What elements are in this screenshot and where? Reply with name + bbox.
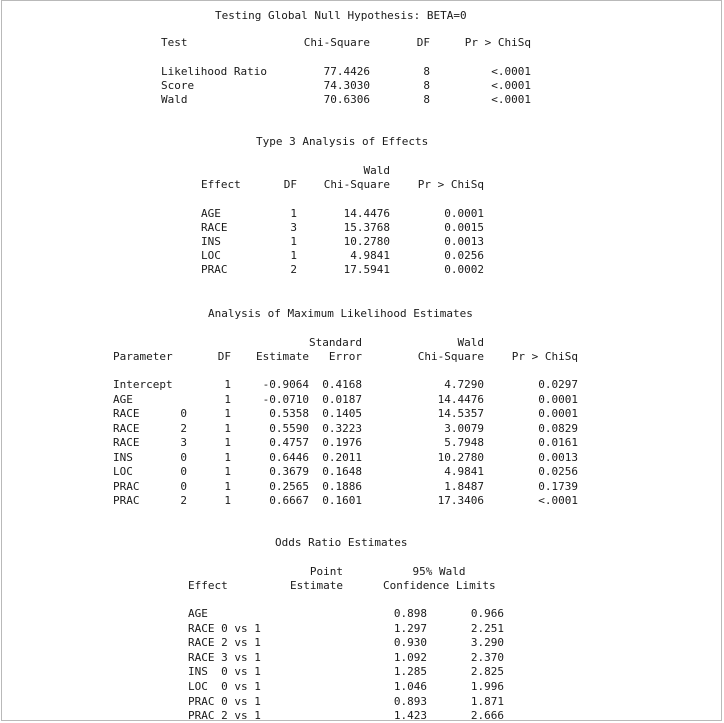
type3-row-effect: PRAC [201, 263, 228, 276]
odds-row-upper: 1.871 [470, 694, 504, 708]
mle-row-chisq: 4.7290 [444, 378, 484, 391]
null-hypothesis-title: Testing Global Null Hypothesis: BETA=0 [215, 9, 467, 22]
type3-row-p: 0.0001 [444, 207, 484, 220]
mle-header-parameter: Parameter [113, 350, 173, 363]
mle-row-level: 0 [180, 465, 187, 478]
mle-row-se: 0.1886 [322, 479, 362, 493]
odds-row-lower: 1.423 [393, 709, 427, 723]
mle-row-p: <.0001 [538, 494, 578, 507]
odds-row-effect: RACE 0 vs 1 [188, 621, 261, 635]
odds-row-effect: RACE 3 vs 1 [188, 650, 261, 664]
type3-row-chisq: 4.9841 [350, 249, 390, 262]
null-row-chisq: 74.3030 [323, 79, 370, 92]
mle-row-chisq: 3.0079 [444, 421, 484, 435]
odds-header-limits: Confidence Limits [383, 579, 496, 592]
null-row-test: Wald [161, 93, 188, 106]
mle-row-se: 0.3223 [322, 421, 362, 435]
mle-row-estimate: -0.0710 [262, 392, 309, 406]
mle-header-p: Pr > ChiSq [511, 350, 578, 363]
type3-title: Type 3 Analysis of Effects [256, 135, 429, 148]
mle-header-estimate: Estimate [256, 350, 309, 363]
odds-row-upper: 2.666 [470, 709, 504, 723]
null-row-df: 8 [423, 79, 430, 92]
mle-row-parameter: AGE [113, 392, 133, 406]
type3-row-chisq: 10.2780 [343, 235, 390, 248]
odds-row-effect: AGE [188, 607, 208, 620]
mle-row-df: 1 [224, 465, 231, 478]
odds-row-effect: PRAC 2 vs 1 [188, 709, 261, 723]
mle-header-wald: Wald [457, 336, 484, 349]
odds-row-lower: 0.930 [393, 636, 427, 650]
mle-row-level: 2 [180, 494, 187, 507]
mle-row-estimate: 0.6446 [269, 450, 309, 464]
type3-header-wald: Wald [363, 164, 390, 177]
type3-row-chisq: 14.4476 [343, 207, 390, 220]
type3-row-p: 0.0015 [444, 221, 484, 234]
mle-row-df: 1 [224, 479, 231, 493]
odds-row-effect: RACE 2 vs 1 [188, 636, 261, 650]
odds-row-lower: 1.285 [393, 665, 427, 679]
mle-row-p: 0.0297 [538, 378, 578, 391]
null-header-p: Pr > ChiSq [464, 36, 531, 49]
odds-row-effect: LOC 0 vs 1 [188, 680, 261, 693]
odds-row-effect: INS 0 vs 1 [188, 665, 261, 679]
mle-row-p: 0.0013 [538, 450, 578, 464]
odds-row-upper: 0.966 [470, 607, 504, 620]
mle-row-df: 1 [224, 378, 231, 391]
mle-row-se: 0.2011 [322, 450, 362, 464]
odds-row-upper: 2.825 [470, 665, 504, 679]
mle-row-parameter: RACE [113, 436, 140, 449]
mle-row-parameter: PRAC [113, 479, 140, 493]
mle-row-se: 0.1405 [322, 407, 362, 420]
type3-row-df: 1 [290, 235, 297, 248]
null-row-p: <.0001 [491, 65, 531, 78]
mle-row-parameter: RACE [113, 421, 140, 435]
mle-row-se: 0.1648 [322, 465, 362, 478]
type3-header-df: DF [283, 178, 297, 191]
odds-header-wald95: 95% Wald [412, 565, 466, 578]
mle-row-se: 0.1601 [322, 494, 362, 507]
mle-row-df: 1 [224, 436, 231, 449]
mle-header-standard: Standard [309, 336, 362, 349]
mle-row-parameter: RACE [113, 407, 140, 420]
mle-row-estimate: -0.9064 [262, 378, 309, 391]
null-row-p: <.0001 [491, 79, 531, 92]
odds-row-upper: 1.996 [470, 680, 504, 693]
odds-row-upper: 2.251 [470, 621, 504, 635]
type3-row-effect: AGE [201, 207, 221, 220]
type3-row-df: 1 [290, 207, 297, 220]
type3-row-p: 0.0002 [444, 263, 484, 276]
mle-row-p: 0.0256 [538, 465, 578, 478]
odds-row-lower: 1.297 [393, 621, 427, 635]
odds-title: Odds Ratio Estimates [275, 536, 408, 549]
type3-header-effect: Effect [201, 178, 241, 191]
mle-row-p: 0.0001 [538, 407, 578, 420]
mle-row-parameter: INS [113, 450, 133, 464]
mle-row-p: 0.0829 [538, 421, 578, 435]
null-row-test: Score [161, 79, 195, 92]
mle-row-df: 1 [224, 407, 231, 420]
mle-row-df: 1 [224, 450, 231, 464]
null-row-chisq: 77.4426 [323, 65, 370, 78]
type3-row-df: 1 [290, 249, 297, 262]
mle-row-chisq: 10.2780 [437, 450, 484, 464]
null-row-df: 8 [423, 65, 430, 78]
odds-row-upper: 2.370 [470, 650, 504, 664]
mle-row-se: 0.1976 [322, 436, 362, 449]
mle-row-level: 2 [180, 421, 187, 435]
mle-row-p: 0.0001 [538, 392, 578, 406]
mle-row-estimate: 0.3679 [269, 465, 309, 478]
null-row-test: Likelihood Ratio [161, 65, 267, 78]
odds-header-effect: Effect [188, 579, 228, 592]
mle-row-df: 1 [224, 494, 231, 507]
mle-row-chisq: 1.8487 [444, 479, 484, 493]
mle-row-level: 3 [180, 436, 187, 449]
type3-row-df: 3 [290, 221, 297, 234]
mle-header-chisq: Chi-Square [417, 350, 484, 363]
mle-row-estimate: 0.4757 [269, 436, 309, 449]
mle-title: Analysis of Maximum Likelihood Estimates [208, 307, 473, 320]
mle-row-estimate: 0.5590 [269, 421, 309, 435]
mle-row-df: 1 [224, 421, 231, 435]
odds-row-effect: PRAC 0 vs 1 [188, 694, 261, 708]
odds-row-lower: 1.092 [393, 650, 427, 664]
mle-row-chisq: 17.3406 [437, 494, 484, 507]
mle-row-se: 0.0187 [322, 392, 362, 406]
mle-row-df: 1 [224, 392, 231, 406]
odds-row-lower: 0.898 [393, 607, 427, 620]
mle-header-df: DF [217, 350, 231, 363]
odds-row-lower: 0.893 [393, 694, 427, 708]
odds-row-lower: 1.046 [393, 680, 427, 693]
mle-row-parameter: LOC [113, 465, 133, 478]
type3-row-chisq: 15.3768 [343, 221, 390, 234]
type3-row-df: 2 [290, 263, 297, 276]
null-row-chisq: 70.6306 [323, 93, 370, 106]
mle-row-estimate: 0.2565 [269, 479, 309, 493]
type3-row-effect: LOC [201, 249, 221, 262]
mle-row-se: 0.4168 [322, 378, 362, 391]
null-row-p: <.0001 [491, 93, 531, 106]
mle-row-chisq: 5.7948 [444, 436, 484, 449]
mle-row-level: 0 [180, 450, 187, 464]
mle-row-chisq: 14.5357 [437, 407, 484, 420]
type3-header-chisq: Chi-Square [323, 178, 390, 191]
mle-row-p: 0.1739 [538, 479, 578, 493]
type3-header-p: Pr > ChiSq [417, 178, 484, 191]
null-header-df: DF [416, 36, 430, 49]
mle-row-level: 0 [180, 407, 187, 420]
output-frame [1, 0, 722, 721]
mle-header-error: Error [328, 350, 362, 363]
mle-row-chisq: 14.4476 [437, 392, 484, 406]
null-header-chisq: Chi-Square [303, 36, 370, 49]
type3-row-p: 0.0256 [444, 249, 484, 262]
odds-header-estimate: Estimate [290, 579, 343, 592]
type3-row-effect: INS [201, 235, 221, 248]
mle-row-p: 0.0161 [538, 436, 578, 449]
null-header-test: Test [161, 36, 188, 49]
odds-row-upper: 3.290 [470, 636, 504, 650]
mle-row-chisq: 4.9841 [444, 465, 484, 478]
mle-row-parameter: Intercept [113, 378, 173, 391]
mle-row-level: 0 [180, 479, 187, 493]
mle-row-estimate: 0.5358 [269, 407, 309, 420]
null-row-df: 8 [423, 93, 430, 106]
mle-row-parameter: PRAC [113, 494, 140, 507]
type3-row-chisq: 17.5941 [343, 263, 390, 276]
type3-row-p: 0.0013 [444, 235, 484, 248]
odds-header-point: Point [309, 565, 343, 578]
type3-row-effect: RACE [201, 221, 228, 234]
mle-row-estimate: 0.6667 [269, 494, 309, 507]
